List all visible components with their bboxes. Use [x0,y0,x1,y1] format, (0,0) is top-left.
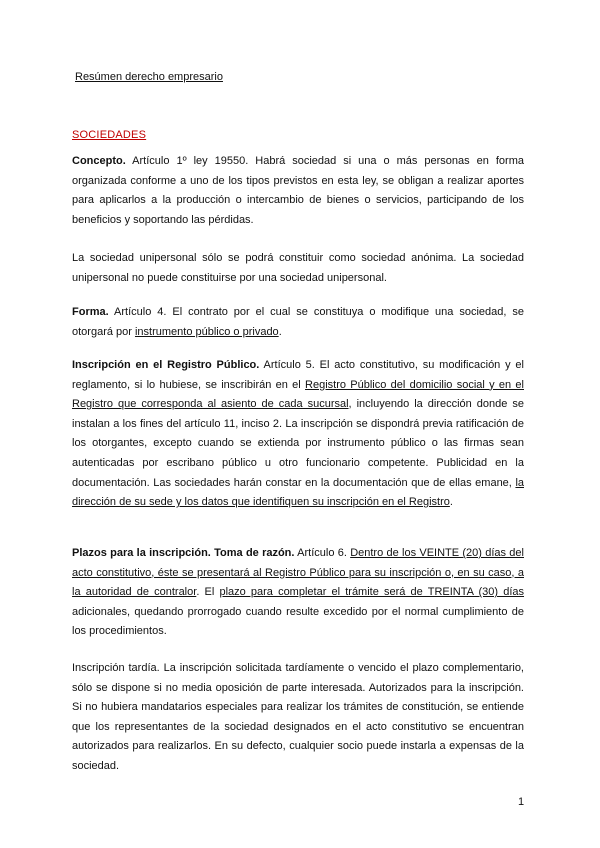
paragraph-plazos [72,544,524,642]
paragraph-forma-underline: instrumento público o privado [134,325,279,338]
paragraph-forma-text-1: Artículo 4. El contrato por el cual se constituya o modifique una sociedad, se otorgará por [72,306,524,338]
paragraph-forma-text-2: . [278,325,282,338]
paragraph-concepto [72,152,524,230]
paragraph-plazos-text-1: Artículo 6. [294,547,351,559]
paragraph-plazos-heading: Plazos para la inscripción. Toma de razón. [72,547,295,559]
paragraph-inscripcion-text-1: Artículo 5. El acto constitutivo, su modificación y el reglamento, si lo hubiese, se inscribirán en el [72,359,524,391]
paragraph-concepto-heading: Concepto. [72,155,126,167]
section-heading: SOCIEDADES [72,129,147,141]
paragraph-inscripcion-underline-1: Registro Público del domicilio social y en el Registro que corresponda al asiento de cada sucursal [72,378,524,411]
paragraph-plazos-underline-1: Dentro de los VEINTE (20) días del acto constitutivo, éste se presentará al Registro Público para su inscripción o, en su caso, a la autoridad de contralor [72,547,524,599]
paragraph-plazos-text-2: . El [196,586,220,599]
paragraph-plazos-text-3: adicionales, quedando prorrogado cuando resulte excedido por el normal cumplimiento de los procedimientos. [72,605,524,638]
paragraph-inscripcion-heading: Inscripción en el Registro Público. [72,359,260,371]
paragraph-inscripcion-underline-2: la dirección de su sede y los datos que identifiquen su inscripción en el Registro [72,476,524,509]
document-title: Resúmen derecho empresario [75,71,223,83]
paragraph-inscripcion-text-2: , incluyendo la dirección donde se instalan a los fines del artículo 11, inciso 2. La inscripción se dispondrá previa ratificación de los otorgantes, excepto cuando se extienda por instrumento público o las firmas sean autenticadas por escribano público u otro funcionario competente. Publicidad en la documentación. Las sociedades harán constar en la documentación que de ellas emane, [72,398,524,489]
paragraph-inscripcion-text-3: . [449,496,453,509]
paragraph-inscripcion-tardia-text: Inscripción tardía. La inscripción solicitada tardíamente o vencido el plazo complementario, sólo se dispone si no media oposición de parte interesada. Autorizados para la inscripción. Si no hubiera mandatarios especiales para realizar los trámites de constitución, se entiende que los representantes de la sociedad designados en el acto constitutivo se encuentran autorizados para realizarlos. En su defecto, cualquier socio puede instarla a expensas de la sociedad. [72,662,524,772]
paragraph-concepto-text: Artículo 1º ley 19550. Habrá sociedad si una o más personas en forma organizada conforme a uno de los tipos previstos en esta ley, se obligan a realizar aportes para aplicarlos a la producción o intercambio de bienes o servicios, participando de los beneficios y soportando las pérdidas. [72,155,524,226]
paragraph-plazos-underline-2: plazo para completar el trámite será de TREINTA (30) días [219,586,525,599]
page-number: 1 [518,796,525,808]
paragraph-forma-heading: Forma. [72,306,109,318]
paragraph-inscripcion [72,356,524,513]
paragraph-inscripcion-tardia [72,659,524,777]
paragraph-unipersonal-text: La sociedad unipersonal sólo se podrá constituir como sociedad anónima. La sociedad unipersonal no puede constituirse por una sociedad unipersonal. [72,252,524,284]
paragraph-unipersonal [72,249,524,288]
paragraph-forma [72,303,524,342]
